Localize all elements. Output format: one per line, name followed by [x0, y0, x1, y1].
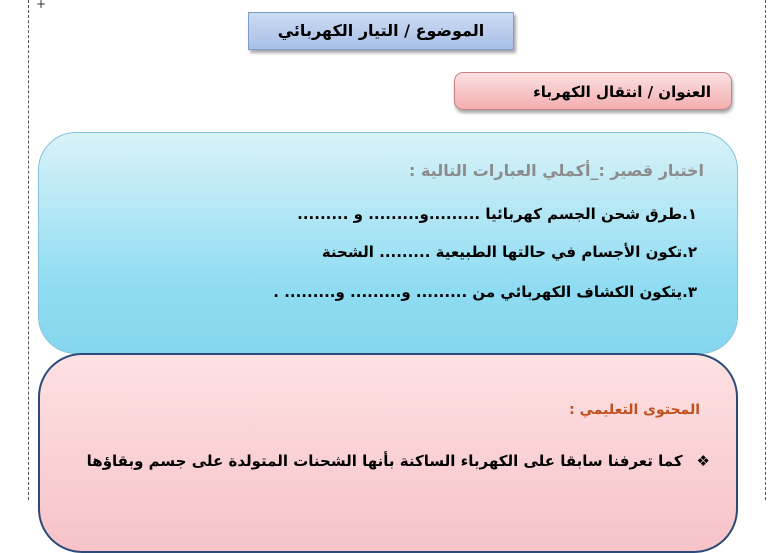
plus-mark: + — [36, 0, 47, 11]
quiz-item-3: ٣.يتكون الكشاف الكهربائي من ......... و......... و......... . — [273, 283, 697, 301]
content-bullet-text: كما تعرفنا سابقا على الكهرباء الساكنة بأنها الشحنات المتولدة على جسم وبقاؤها — [86, 452, 683, 470]
content-bullet-row — [87, 452, 710, 470]
quiz-card — [38, 132, 738, 354]
title-box — [454, 72, 732, 110]
quiz-heading: اختبار قصير :_أكملي العبارات التالية : — [408, 161, 704, 180]
quiz-item-2: ٢.تكون الأجسام في حالتها الطبيعية ......... الشحنة — [321, 243, 697, 261]
content-card — [38, 353, 738, 553]
topic-box — [248, 12, 514, 50]
content-heading: المحتوى التعليمي : — [569, 402, 700, 418]
diamond-bullet-icon: ❖ — [696, 452, 710, 470]
quiz-item-1: ١.طرق شحن الجسم كهربائيا .........و......... و ......... — [297, 205, 697, 223]
topic-label: الموضوع / التيار الكهربائي — [277, 21, 485, 40]
title-label: العنوان / انتقال الكهرباء — [533, 83, 711, 101]
